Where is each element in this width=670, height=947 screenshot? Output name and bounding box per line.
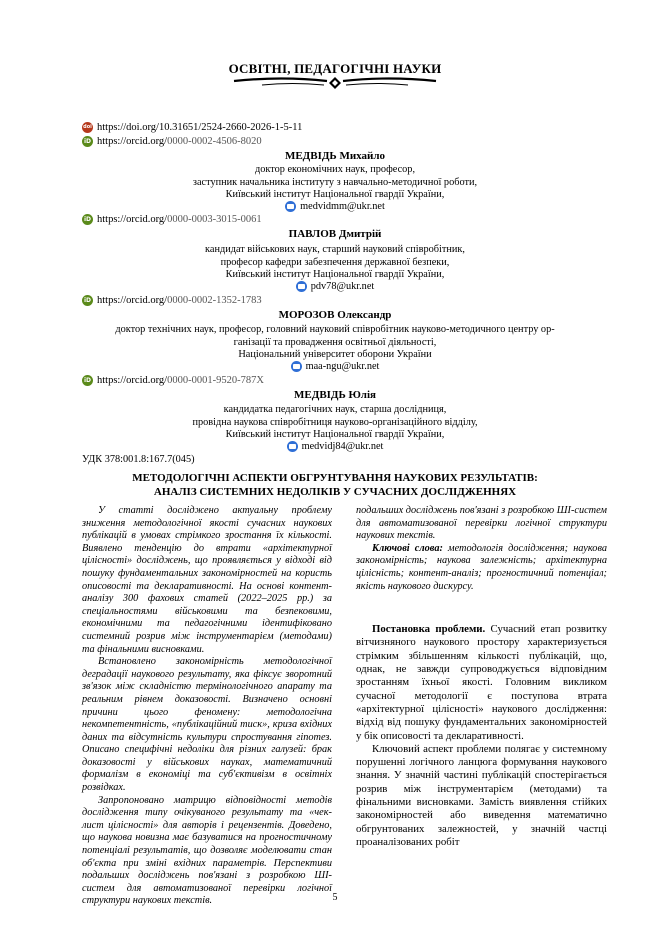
orcid-link-4[interactable]: https://orcid.org/0000-0001-9520-787X — [97, 375, 264, 386]
orcid-icon: iD — [83, 377, 92, 384]
orcid-line-2 — [82, 214, 262, 225]
orcid-link-3[interactable]: https://orcid.org/0000-0002-1352-1783 — [97, 295, 262, 306]
keywords-label: Ключові слова: — [372, 542, 443, 554]
author-1-line-2: заступник начальника інституту з навчально-методичної роботи, — [192, 177, 478, 188]
orcid-line-1 — [82, 136, 262, 147]
abstract-paragraph-2: Встановлено закономірність методологічної деградації наукового результату, яка фіксує зворотний зв'язок між складністю термінологічного апарату та реальним рівнем доказовості. Визначено основні причини цього феномену: методологічна некомпетентність, «публікаційний тиск», криза вхідних даних та відсутність культури спростування гіпотез. Описано специфічні недоліки для різних галузей: брак доказовості у військових науках, математичний формалізм в економіці та суб'єктивізм в освітніх розвідках. — [82, 656, 332, 794]
doi-link[interactable]: https://doi.org/10.31651/2524-2660-2026-1-5-11 — [97, 122, 303, 133]
author-3-line-2: ганізації та провадження освітньої діяльності, — [233, 337, 437, 348]
body-paragraph-1-text: Сучасний етап розвитку вітчизняного наукового простору характеризується стрімким збільшенням кількості публікацій, що, однак, не завжди супроводжується відповідним зростанням їхньої якості. Головним викликом сучасної методології є поступова втрата «архітектурної цілісності» наукового дослідження: відхід від пошуку фундаментальних закономірностей у бік описовості та декларативності. — [356, 623, 608, 742]
article-title-line-2: АНАЛІЗ СИСТЕМНИХ НЕДОЛІКІВ У СУЧАСНИХ ДОСЛІДЖЕННЯХ — [153, 486, 517, 498]
author-4-line-1: кандидатка педагогічних наук, старша дослідниця, — [223, 404, 447, 415]
author-name-3: МОРОЗОВ Олександр — [278, 309, 392, 321]
orcid-link-2[interactable]: https://orcid.org/0000-0003-3015-0061 — [97, 214, 262, 225]
email-icon — [287, 441, 298, 452]
author-2-email[interactable]: pdv78@ukr.net — [310, 281, 375, 292]
keywords — [356, 543, 607, 593]
udk-code: УДК 378:001.8:167.7(045) — [82, 454, 195, 465]
body-paragraph-1 — [356, 623, 607, 743]
abstract-continuation: подальших досліджень пов'язані з розробкою ШІ-систем для автоматизованої перевірки логічної структури наукових текстів. — [356, 505, 607, 542]
orcid-link-1[interactable]: https://orcid.org/0000-0002-4506-8020 — [97, 136, 262, 147]
author-2-line-3: Київський інститут Національної гвардії України, — [225, 269, 445, 280]
author-1-email-line — [0, 201, 670, 212]
author-name-2: ПАВЛОВ Дмитрій — [288, 228, 382, 240]
doi-icon: doi — [82, 122, 93, 133]
orcid-line-4 — [82, 375, 264, 386]
author-name-1: МЕДВІДЬ Михайло — [284, 150, 386, 162]
spacer — [356, 593, 607, 623]
page-number: 5 — [332, 892, 338, 903]
right-column — [356, 505, 607, 849]
orcid-icon: iD — [83, 138, 92, 145]
author-4-email-line — [0, 441, 670, 452]
article-title-line-1: МЕТОДОЛОГІЧНІ АСПЕКТИ ОБГРУНТУВАННЯ НАУКОВИХ РЕЗУЛЬТАТІВ: — [132, 472, 538, 484]
body-paragraph-2: Ключовий аспект проблеми полягає у системному порушенні логічного ланцюга формування наукового знання. У значній частині публікацій спостерігається розрив між інструментарієм (методами) та фінальними висновками. Замість виявлення стійких закономірностей або виведення математично обгрунтованих залежностей, у значній частці проаналізованих робіт — [356, 742, 607, 848]
abstract-column — [82, 505, 332, 908]
author-name-4: МЕДВІДЬ Юлія — [294, 389, 376, 401]
ornament-divider — [232, 76, 438, 92]
author-3-email[interactable]: maa-ngu@ukr.net — [305, 361, 380, 372]
author-1-line-3: Київський інститут Національної гвардії України, — [225, 189, 445, 200]
author-4-email[interactable]: medvidj84@ukr.net — [301, 441, 384, 452]
author-3-line-3: Національний університет оборони України — [238, 349, 432, 360]
author-2-line-2: професор кафедри забезпечення державної безпеки, — [220, 257, 450, 268]
section-title: ОСВІТНІ, ПЕДАГОГІЧНІ НАУКИ — [228, 61, 442, 76]
doi-line — [82, 122, 302, 133]
email-icon — [291, 361, 302, 372]
keywords-text: методологія дослідження; наукова закономірність; наукова залежність; архітектурна цілісність; контент-аналіз; прогностичний потенціал; якість наукового дискурсу. — [356, 542, 607, 592]
orcid-line-3 — [82, 295, 262, 306]
abstract-paragraph-3: Запропоновано матрицю відповідності методів дослідження типу очікуваного результату та «чек-лист цілісності» для авторів і рецензентів. Доведено, що наукова новизна має базуватися на прогностичному потенціалі результатів, що дозволяє моделювати стан об'єкта при зміні вхідних параметрів. Перспективи подальших досліджень пов'язані з розробкою ШІ-систем для автоматизованої перевірки логічної структури наукових текстів. — [82, 794, 332, 907]
author-1-email[interactable]: medvidmm@ukr.net — [300, 201, 385, 212]
author-1-line-1: доктор економічних наук, професор, — [254, 164, 416, 175]
orcid-icon: iD — [83, 216, 92, 223]
email-icon — [285, 201, 296, 212]
author-4-line-3: Київський інститут Національної гвардії України, — [225, 429, 445, 440]
author-3-line-1: доктор технічних наук, професор, головний науковий співробітник науково-методичного центру ор- — [115, 324, 555, 335]
email-icon — [296, 281, 307, 292]
author-3-email-line — [0, 361, 670, 372]
orcid-icon: iD — [83, 297, 92, 304]
author-4-line-2: провідна наукова співробітниця науково-організаційного відділу, — [192, 417, 478, 428]
author-2-line-1: кандидат військових наук, старший науковий співробітник, — [205, 244, 465, 255]
section-heading: Постановка проблеми. — [372, 623, 486, 636]
author-2-email-line — [0, 281, 670, 292]
abstract-paragraph-1: У статті досліджено актуальну проблему зниження методологічної якості сучасних наукових публікацій в умовах стрімкого зростання їх кількості. Виявлено тенденцію до втрати «архітектурної цілісності» досліджень, що проявляється у відході від пошуку фундаментальних закономірностей на користь описовості та декларативності. На основі контент-аналізу 300 фахових статей (2022–2025 рр.) за спеціальностями військовими та безпековими, економічними та педагогічними ідентифіковано системний розрив між інструментарієм (методами) та фінальними висновками. — [82, 505, 332, 655]
